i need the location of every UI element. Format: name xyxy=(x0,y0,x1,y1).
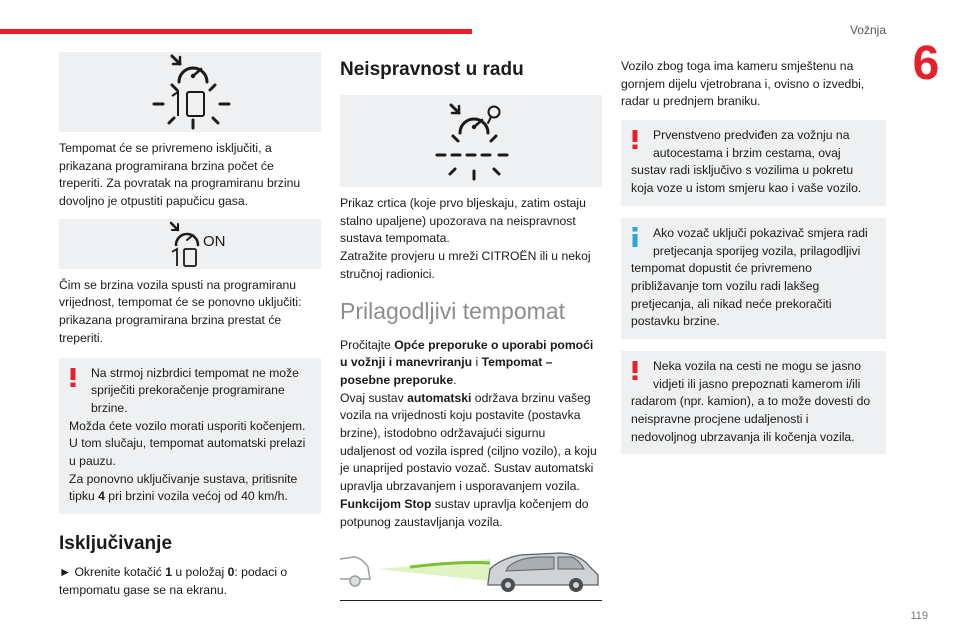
cruise-display-dashes xyxy=(340,95,602,187)
warning-text: radarom (npr. kamion), a to može dovesti do neispravne procjene udaljenosti i nedovoljnog ubrzavanja ili kočenja vozila. xyxy=(631,394,871,444)
ground-line xyxy=(340,600,602,601)
warning-icon xyxy=(629,359,641,381)
warning-icon xyxy=(67,366,79,388)
vehicle-illustration xyxy=(340,545,602,601)
column-right xyxy=(621,52,886,454)
warning-text: sustav radi isključivo s vozilima u pokretu koja voze u istom smjeru kao i vaše vozilo. xyxy=(631,163,862,196)
paragraph: Ovaj sustav automatski održava brzinu vašeg vozila na vrijednosti koju postavite (postavka brzine), istodobno održavajući sigurnu udaljenost od vozila ispred (ciljno vozilo), a koju je unaprijed postavio vozač. Sustav automatski upravlja ubrzavanjem i usporavanjem vozila. xyxy=(340,390,597,494)
paragraph: Vozilo zbog toga ima kameru smještenu na gornjem dijelu vjetrobrana i, ovisno o izvedbi, radar u prednjem braniku. xyxy=(621,59,865,109)
paragraph: Zatražite provjeru u mreži CITROËN ili u nekoj stručnoj radionici. xyxy=(340,248,591,281)
following-car-illustration xyxy=(340,545,602,595)
paragraph: Funkcijom Stop sustav upravlja kočenjem do potpunog zaustavljanja vozila. xyxy=(340,496,589,529)
warning-note xyxy=(621,351,886,454)
cruise-speed-on-icon xyxy=(59,219,321,269)
cruise-display-on xyxy=(59,219,321,269)
warning-icon xyxy=(629,128,641,150)
info-text-first: Ako vozač uključi pokazivač smjera radi pretjecanja sporijeg vozila, prilagodljivi xyxy=(653,225,868,258)
heading-malfunction: Neispravnost u radu xyxy=(340,59,524,80)
warning-text-first: Na strmoj nizbrdici tempomat ne može spriječiti prekoračenje programirane brzine. xyxy=(91,365,299,415)
chapter-number: 6 xyxy=(912,37,940,90)
warning-text: U tom slučaju, tempomat automatski prelazi u pauzu. xyxy=(69,436,306,468)
section-title: Vožnja xyxy=(849,23,886,37)
paragraph: Prikaz crtica (koje prvo bljeskaju, zatim ostaju stalno upaljene) upozorava na neispravnost sustava tempomata. xyxy=(340,195,586,246)
column-middle xyxy=(340,52,602,601)
heading-adaptive-cruise: Prilagodljivi tempomat xyxy=(340,298,565,325)
paragraph: Tempomat će se privremeno isključiti, a prikazana programirana brzina počet će treperiti. Za povratak na programiranu brzinu dovoljno je otpustiti papučicu gasa. xyxy=(59,141,301,209)
on-label: ON xyxy=(203,232,226,250)
warning-note xyxy=(621,120,886,206)
warning-note xyxy=(59,358,321,515)
heading-switch-off: Isključivanje xyxy=(59,533,173,554)
info-text: tempomat dopustit će privremeno približavanje tom vozilu radi lakšeg pretjecanja, ali nikad neće prekoračiti postavku brzine. xyxy=(631,261,832,329)
cruise-display-flashing xyxy=(59,52,321,132)
header-accent-bar xyxy=(0,29,472,34)
warning-text: Za ponovno uključivanje sustava, pritisnite tipku 4 pri brzini vozila većoj od 40 km/h. xyxy=(69,471,298,504)
warning-text-first: Prvenstveno predviđen za vožnju na autocestama i brzim cestama, ovaj xyxy=(653,128,850,160)
paragraph: Čim se brzina vozila spusti na programiranu vrijednost, tempomat će se ponovno uključiti: prikazana programirana brzina prestat će treperiti. xyxy=(59,277,302,345)
column-left xyxy=(59,52,321,599)
cruise-fault-dashes-icon xyxy=(340,95,602,187)
paragraph: Pročitajte Opće preporuke o uporabi pomoći u vožnji i manevriranju i Tempomat – posebne preporuke. xyxy=(340,337,594,387)
cruise-speed-flashing-icon xyxy=(59,52,321,132)
warning-text-first: Neka vozila na cesti ne mogu se jasno vidjeti ili jasno prepoznati kamerom i/ili xyxy=(653,358,861,391)
instruction-step: ► Okrenite kotačić 1 u položaj 0: podaci o tempomatu gase se na ekranu. xyxy=(59,564,288,597)
info-icon xyxy=(629,226,641,248)
page-number: 119 xyxy=(910,610,928,622)
warning-text: Možda ćete vozilo morati usporiti kočenjem. xyxy=(69,418,306,433)
info-note xyxy=(621,218,886,339)
